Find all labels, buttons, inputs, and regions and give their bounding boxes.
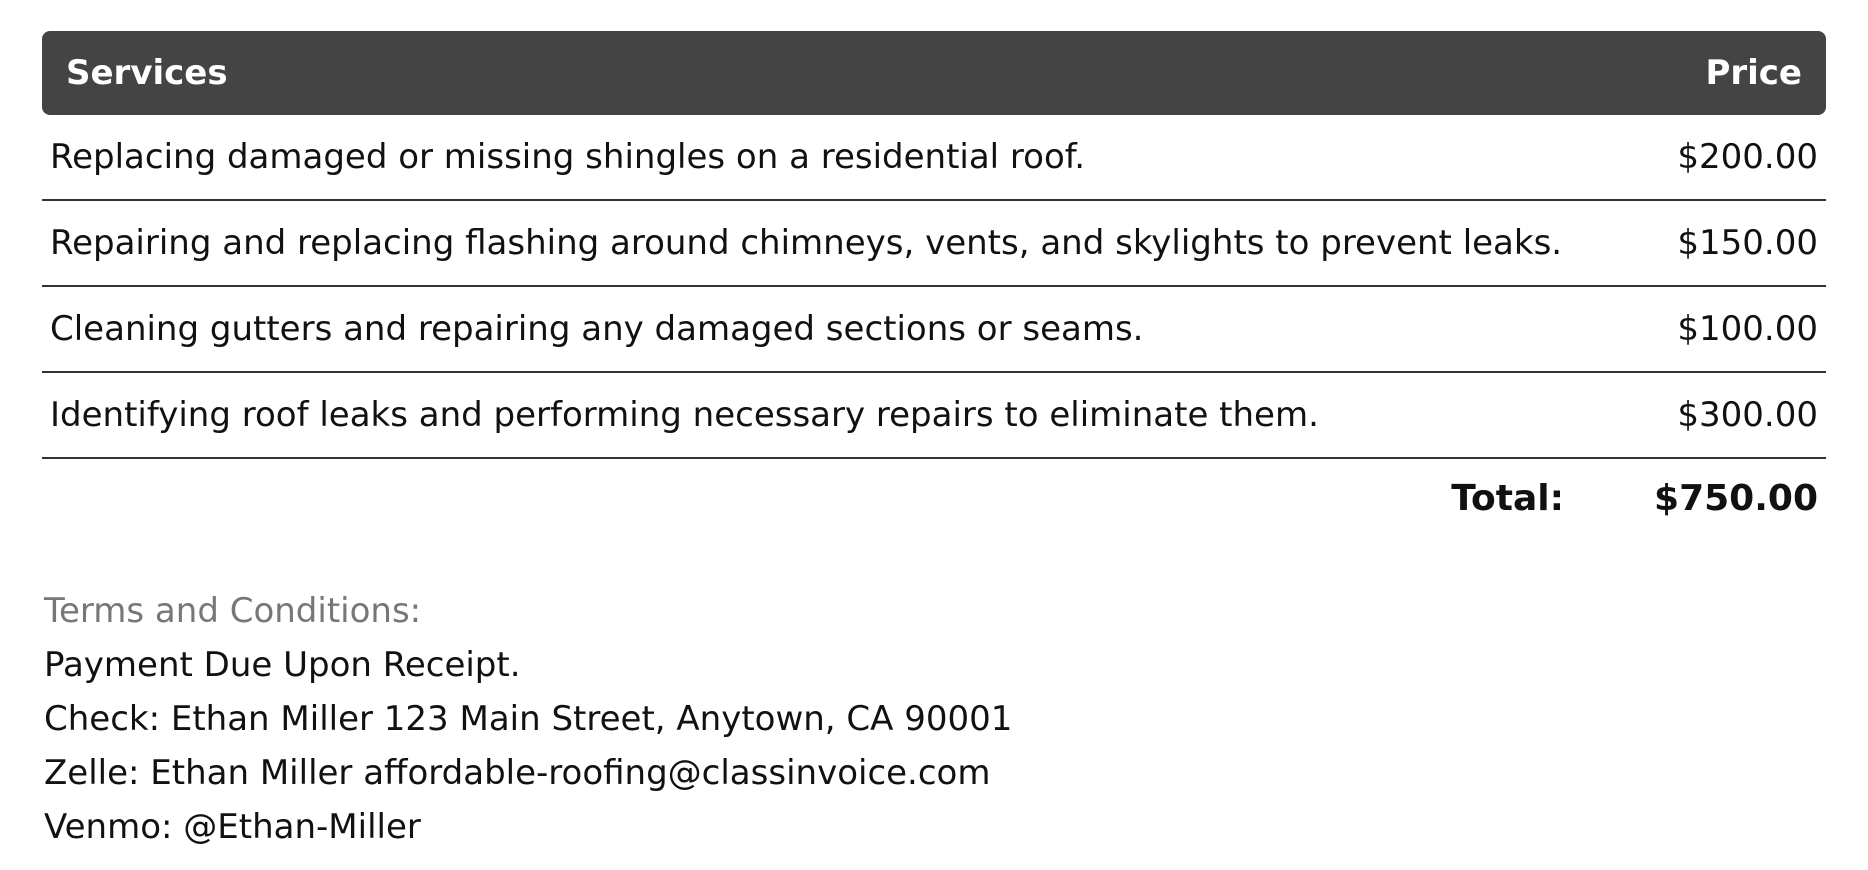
- table-row: [42, 115, 1826, 200]
- terms-venmo-line: Venmo: @Ethan-Miller: [44, 807, 421, 847]
- service-price: $300.00: [1562, 372, 1826, 458]
- total-value: $750.00: [1654, 478, 1818, 519]
- terms-heading: Terms and Conditions:: [44, 591, 422, 631]
- service-description: Cleaning gutters and repairing any damaged sections or seams.: [42, 286, 1562, 372]
- table-row: [42, 200, 1826, 286]
- table-header-row: [42, 31, 1826, 115]
- terms-zelle-line: Zelle: Ethan Miller affordable-roofing@classinvoice.com: [44, 753, 991, 793]
- total-row: [42, 468, 1826, 532]
- total-label: Total:: [1451, 478, 1564, 519]
- services-column-header: Services: [42, 31, 1562, 115]
- price-column-header: Price: [1562, 31, 1826, 115]
- terms-section: [44, 584, 1012, 854]
- table-row: [42, 286, 1826, 372]
- terms-payment-line: Payment Due Upon Receipt.: [44, 645, 521, 685]
- table-row: [42, 372, 1826, 458]
- service-price: $150.00: [1562, 200, 1826, 286]
- service-description: Replacing damaged or missing shingles on a residential roof.: [42, 115, 1562, 200]
- terms-check-line: Check: Ethan Miller 123 Main Street, Anytown, CA 90001: [44, 699, 1013, 739]
- service-price: $200.00: [1562, 115, 1826, 200]
- services-table: [42, 31, 1826, 459]
- service-description: Identifying roof leaks and performing necessary repairs to eliminate them.: [42, 372, 1562, 458]
- service-price: $100.00: [1562, 286, 1826, 372]
- service-description: Repairing and replacing flashing around chimneys, vents, and skylights to prevent leaks.: [42, 200, 1562, 286]
